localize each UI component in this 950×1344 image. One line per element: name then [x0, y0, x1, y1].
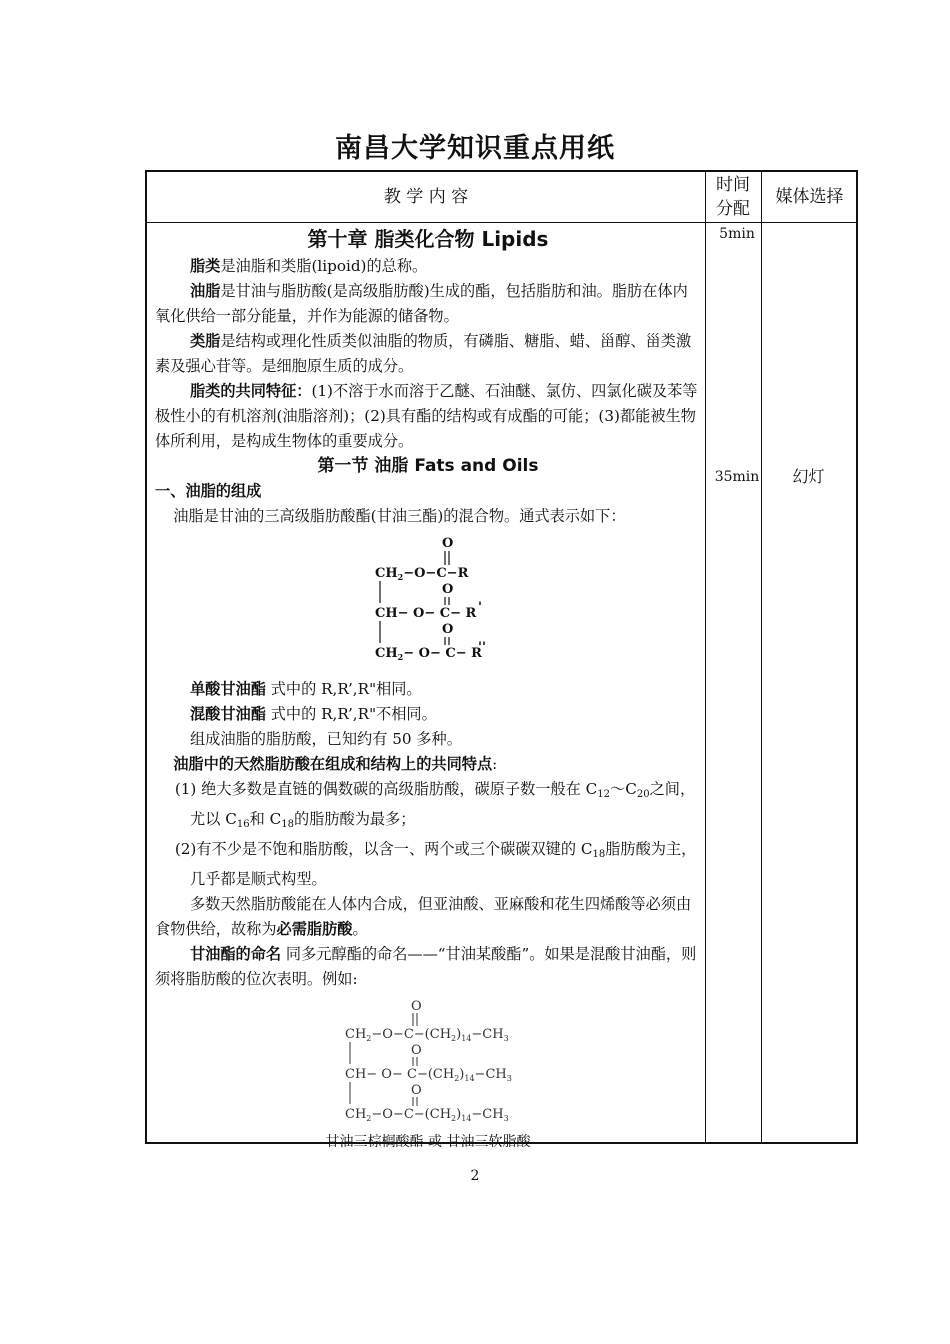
triglyceride-formula	[155, 533, 701, 673]
heading: 油脂中的天然脂肪酸在组成和结构上的共同特点:	[173, 755, 498, 773]
tripalmitin-formula	[155, 996, 701, 1126]
paragraph: 油脂是甘油与脂肪酸(是高级脂肪酸)生成的酯，包括脂肪和油。脂肪在体内氧化供给一部分能量，并作为能源的储备物。	[155, 282, 688, 325]
formula-row: $CH_2-O-C-(CH_2)_{14}-CH_3$	[345, 1027, 509, 1043]
paragraph: 油脂是甘油的三高级脂肪酸酯(甘油三酯)的混合物。通式表示如下：	[173, 507, 626, 525]
paragraph: 甘油酯的命名 同多元醇酯的命名——“甘油某酸酯”。如果是混酸甘油酯，则须将脂肪酸的位次表明。例如:	[155, 945, 697, 988]
formula-row: CH− O− C− R	[375, 606, 477, 621]
lesson-content	[155, 226, 701, 1155]
formula-row: $CH_2-O-C-(CH_2)_{14}-CH_3$	[345, 1107, 509, 1123]
header-time-line2: 分配	[716, 199, 750, 219]
heading: 一、油脂的组成	[155, 482, 262, 500]
paragraph: 混酸甘油酯 式中的 R,R’,R"不相同。	[189, 705, 437, 723]
carbonyl-oxygen: O	[442, 622, 454, 637]
page-number: 2	[470, 1168, 480, 1184]
carbonyl-oxygen: O	[442, 536, 454, 551]
paragraph: 脂类是油脂和类脂(lipoid)的总称。	[189, 257, 428, 275]
header-time-line1: 时间	[716, 175, 750, 195]
lesson-table	[145, 170, 858, 1150]
header-content: 教 学 内 容	[383, 187, 469, 207]
header-time	[705, 172, 761, 222]
carbonyl-oxygen: O	[411, 1043, 422, 1058]
header-divider	[147, 222, 856, 223]
paragraph: 脂类的共同特征：(1)不溶于水而溶于乙醚、石油醚、氯仿、四氯化碳及苯等极性小的有机溶剂(油脂溶剂)；(2)具有酯的结构或有成酯的可能；(3)都能被生物体所利用，是构成生物体的重要成分。	[155, 382, 698, 450]
time-cell: 5min	[719, 226, 755, 242]
paragraph: 多数天然脂肪酸能在人体内合成，但亚油酸、亚麻酸和花生四烯酸等必须由食物供给，故称为必需脂肪酸。	[155, 895, 692, 938]
formula-row: $CH- O- C-(CH_2)_{14}-CH_3$	[345, 1067, 512, 1083]
formula-caption: 甘油三棕榈酸酯 或 甘油三软脂酸	[325, 1134, 531, 1150]
column-divider	[761, 172, 762, 1142]
column-divider	[705, 172, 706, 1142]
section-title: 第一节 油脂 Fats and Oils	[317, 456, 539, 476]
prime-mark: '	[478, 600, 482, 615]
paragraph: 组成油脂的脂肪酸，已知约有 50 多种。	[189, 730, 462, 748]
list-item: (1) 绝大多数是直链的偶数碳的高级脂肪酸，碳原子数一般在 $C_{12}\sim C_{20}$之间，尤以 $C_{16}$和 $C_{18}$的脂肪酸为最多；	[174, 780, 696, 830]
carbonyl-oxygen: O	[442, 582, 454, 597]
carbonyl-oxygen: O	[411, 999, 422, 1014]
paragraph: 单酸甘油酯 式中的 R,R’,R"相同。	[189, 680, 422, 698]
page-title: 南昌大学知识重点用纸	[335, 133, 615, 164]
prime-mark: ''	[478, 640, 486, 655]
list-item: (2)有不少是不饱和脂肪酸，以含一、两个或三个碳碳双键的 $C_{18}$脂肪酸为主，几乎都是顺式构型。	[174, 840, 697, 888]
paragraph: 类脂是结构或理化性质类似油脂的物质，有磷脂、糖脂、蜡、甾醇、甾类激素及强心苷等。是细胞原生质的成分。	[155, 332, 692, 375]
formula-row: $CH_2-O-C-R$	[375, 566, 469, 582]
media-cell: 幻灯	[792, 467, 825, 486]
chapter-title: 第十章 脂类化合物 Lipids	[307, 227, 549, 251]
formula-row: $CH_2- O- C- R$	[375, 646, 482, 662]
time-cell: 35min	[714, 469, 760, 485]
time-column	[713, 226, 761, 485]
carbonyl-oxygen: O	[411, 1083, 422, 1098]
header-media: 媒体选择	[775, 187, 844, 207]
